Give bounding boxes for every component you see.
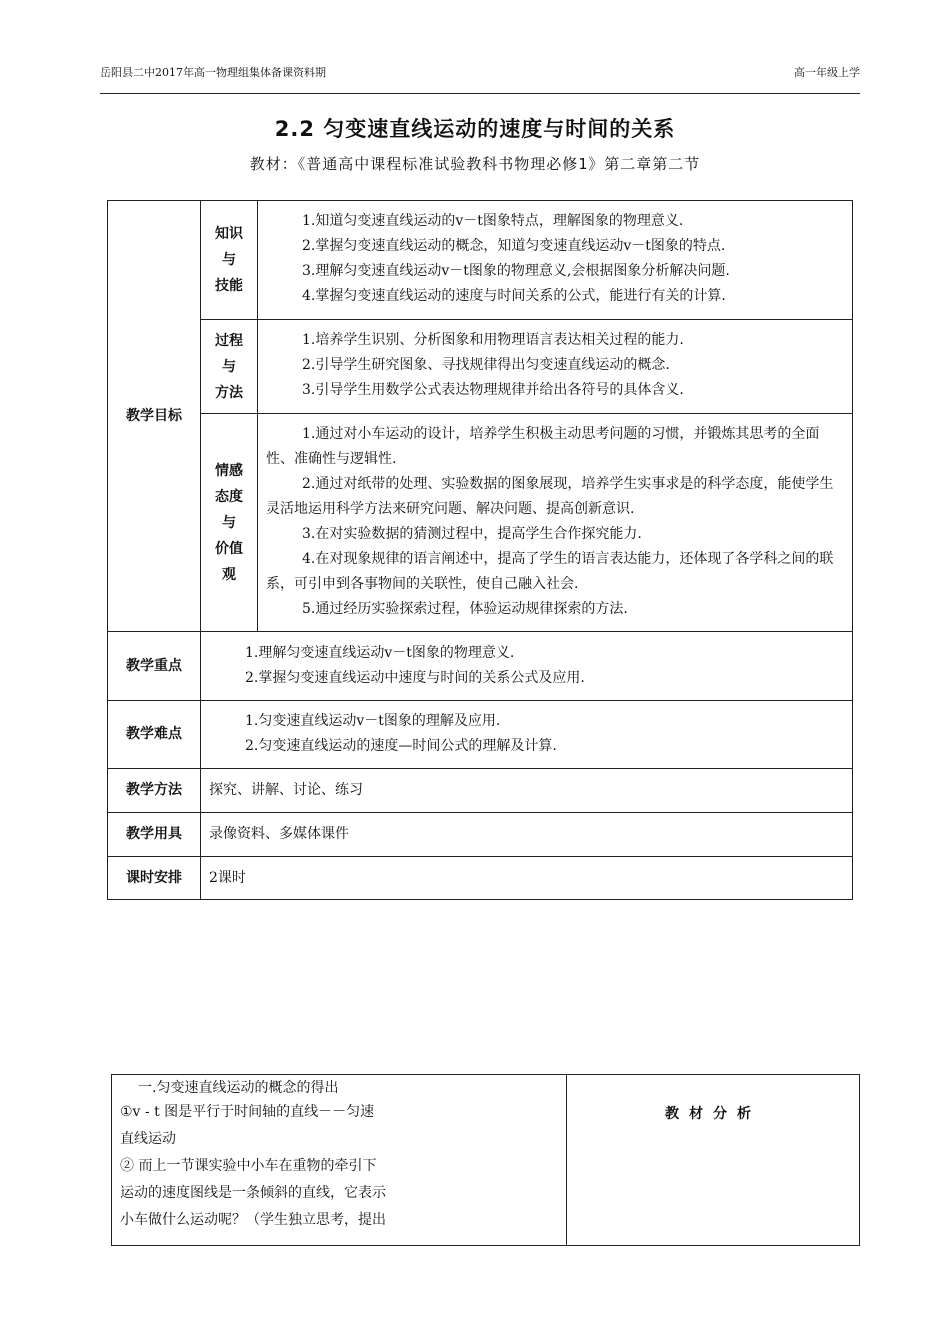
process-label: 过程 与 方法	[201, 320, 258, 414]
textbook-subtitle: 教材：《普通高中课程标准试验教科书物理必修1》第二章第二节	[249, 155, 701, 173]
header-right-text: 高一年级上学	[794, 66, 860, 79]
lesson-line: 运动的速度图线是一条倾斜的直线，它表示	[120, 1185, 386, 1201]
list-item: 2.掌握匀变速直线运动的概念，知道匀变速直线运动v－t图象的特点.	[302, 238, 726, 254]
list-item: 1.培养学生识别、分析图象和用物理语言表达相关过程的能力.	[302, 332, 684, 348]
key-points-items	[201, 632, 853, 701]
knowledge-row	[108, 201, 853, 320]
goals-label: 教学目标	[108, 201, 201, 632]
method-value: 探究、讲解、讨论、练习	[201, 769, 853, 813]
key-points-label: 教学重点	[108, 632, 201, 701]
header-rule	[100, 93, 860, 94]
analysis-label: 教材分析	[567, 1075, 860, 1246]
emotion-label: 情感 态度 与 价值 观	[201, 414, 258, 632]
header-left-text: 岳阳县二中2017年高一物理组集体备课资料期	[100, 66, 326, 79]
schedule-label: 课时安排	[108, 857, 201, 900]
list-item: 2.掌握匀变速直线运动中速度与时间的关系公式及应用.	[245, 670, 585, 686]
difficulties-label: 教学难点	[108, 701, 201, 769]
list-item: 2.匀变速直线运动的速度—时间公式的理解及计算.	[245, 738, 557, 754]
method-row	[108, 769, 853, 813]
lesson-plan-table	[107, 200, 853, 900]
tools-value: 录像资料、多媒体课件	[201, 813, 853, 857]
lesson-line: 直线运动	[120, 1131, 176, 1147]
lesson-content-table	[111, 1074, 860, 1246]
list-item: 2.引导学生研究图象、寻找规律得出匀变速直线运动的概念.	[302, 357, 670, 373]
knowledge-label: 知识 与 技能	[201, 201, 258, 320]
emotion-items	[258, 414, 853, 632]
list-item: 4.在对现象规律的语言阐述中，提高了学生的语言表达能力，还体现了各学科之间的联系，可引申到各事物间的关联性，使自己融入社会.	[266, 551, 834, 592]
lesson-line: 小车做什么运动呢？（学生独立思考，提出	[120, 1212, 386, 1228]
lesson-line: ①v - t 图是平行于时间轴的直线－－匀速	[120, 1104, 375, 1120]
lesson-text	[112, 1075, 567, 1246]
list-item: 3.理解匀变速直线运动v－t图象的物理意义,会根据图象分析解决问题.	[302, 263, 730, 279]
process-items	[258, 320, 853, 414]
difficulties-items	[201, 701, 853, 769]
difficulties-row	[108, 701, 853, 769]
method-label: 教学方法	[108, 769, 201, 813]
knowledge-items	[258, 201, 853, 320]
tools-label: 教学用具	[108, 813, 201, 857]
list-item: 2.通过对纸带的处理、实验数据的图象展现，培养学生实事求是的科学态度，能使学生灵活地运用科学方法来研究问题、解决问题、提高创新意识.	[266, 476, 834, 517]
list-item: 3.在对实验数据的猜测过程中，提高学生合作探究能力.	[302, 526, 642, 542]
key-points-row	[108, 632, 853, 701]
schedule-row	[108, 857, 853, 900]
lesson-line: ② 而上一节课实验中小车在重物的牵引下	[120, 1158, 377, 1174]
list-item: 1.通过对小车运动的设计，培养学生积极主动思考问题的习惯，并锻炼其思考的全面性、准确性与逻辑性.	[266, 426, 820, 467]
list-item: 3.引导学生用数学公式表达物理规律并给出各符号的具体含义.	[302, 382, 684, 398]
list-item: 5.通过经历实验探索过程，体验运动规律探索的方法.	[302, 601, 628, 617]
list-item: 1.理解匀变速直线运动v－t图象的物理意义.	[245, 645, 515, 661]
schedule-value: 2课时	[201, 857, 853, 900]
page-title: 2.2 匀变速直线运动的速度与时间的关系	[274, 117, 676, 141]
tools-row	[108, 813, 853, 857]
list-item: 1.匀变速直线运动v－t图象的理解及应用.	[245, 713, 501, 729]
emotion-row	[108, 414, 853, 632]
list-item: 1.知道匀变速直线运动的v－t图象特点，理解图象的物理意义.	[302, 213, 684, 229]
process-row	[108, 320, 853, 414]
list-item: 4.掌握匀变速直线运动的速度与时间关系的公式，能进行有关的计算.	[302, 288, 726, 304]
lesson-line: 一.匀变速直线运动的概念的得出	[138, 1080, 339, 1096]
